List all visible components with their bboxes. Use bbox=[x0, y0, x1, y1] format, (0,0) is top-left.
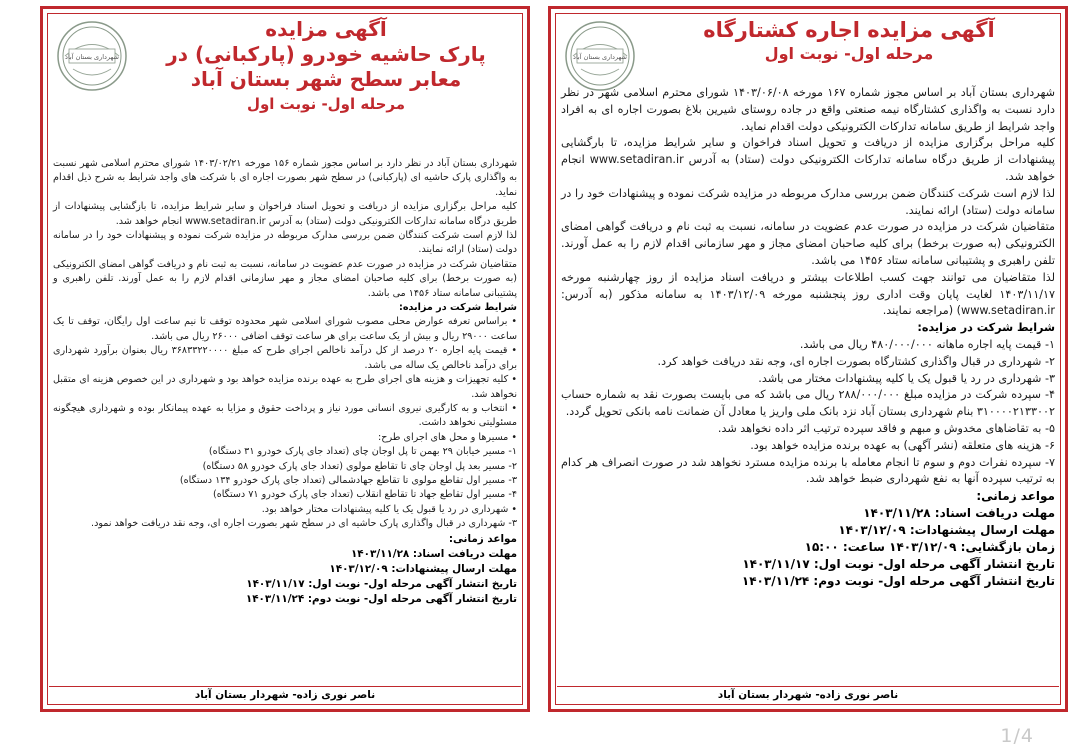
condition-item: • انتخاب و به کارگیری نیروی انسانی مورد نیاز و پرداخت حقوق و مزایا به عهده پیمانکار بوده و شهرداری هیچگونه مسئولیتی نخواهد داشت. bbox=[53, 402, 517, 429]
route-item: ۱- مسیر خیابان ۲۹ بهمن تا پل اوجان چای (تعداد جای پارک خودرو ۳۱ دستگاه) bbox=[208, 446, 517, 458]
condition-item: ۳- شهرداری در قبال واگذاری پارک حاشیه ای در سطح شهر بصورت اجاره ای، وجه نقد دریافت خواهد نمود. bbox=[91, 518, 517, 530]
deadline-item: مهلت ارسال پیشنهادات: ۱۴۰۳/۱۲/۰۹ bbox=[329, 562, 517, 575]
notice-title-line: معابر سطح شهر بستان آباد bbox=[190, 67, 462, 91]
deadline-item: تاریخ انتشار آگهی مرحله اول- نوبت دوم: ۱۴۰۳/۱۱/۲۴ bbox=[741, 574, 1055, 589]
conditions-heading: شرایط شرکت در مزایده: bbox=[398, 302, 517, 314]
notice-title-line: آگهی مزایده bbox=[265, 17, 387, 41]
condition-item: ۵- به تقاضاهای مخدوش و مبهم و فاقد سپرده ترتیب اثر داده نخواهد شد. bbox=[717, 421, 1055, 435]
notice-title-line: پارک حاشیه خودرو (پارکبانی) در bbox=[166, 42, 486, 66]
deadline-item: مهلت ارسال پیشنهادات: ۱۴۰۳/۱۲/۰۹ bbox=[838, 523, 1055, 538]
condition-item: ۷- سپرده نفرات دوم و سوم تا انجام معامله با برنده مزایده مسترد نخواهد شد در صورت انصراف هر کدام به ترتیب سپرده آنها به نفع شهرداری ضبط خواهد شد. bbox=[561, 455, 1055, 486]
deadlines-heading: مواعد زمانی: bbox=[976, 489, 1055, 504]
route-item: ۴- مسیر اول تقاطع جهاد تا تقاطع انقلاب (تعداد جای پارک خودرو ۷۱ دستگاه) bbox=[212, 489, 517, 501]
seal-text: شهرداری بستان آباد bbox=[65, 53, 119, 61]
condition-item: ۴- سپرده شرکت در مزایده مبلغ ۲۸۸/۰۰۰/۰۰۰ ریال می باشد که می بایست بصورت نقد به شماره حساب ۳۱۰۰۰۰۲۱۳۳۰۰۲ بنام شهرداری بستان آباد نزد بانک ملی واریز یا معادل آن ضمانت نامه بانکی تحویل گردد. bbox=[561, 388, 1055, 419]
condition-item: ۲- شهرداری در قبال واگذاری کشتارگاه بصورت اجاره ای، وجه نقد دریافت خواهد کرد. bbox=[657, 354, 1055, 368]
condition-item: ۳- شهرداری در رد یا قبول یک یا کلیه پیشنهادات مختار می باشد. bbox=[758, 371, 1055, 385]
slaughterhouse-lease-notice bbox=[548, 6, 1068, 712]
condition-item: • براساس تعرفه عوارض محلی مصوب شورای اسلامی شهر محدوده توقف تا نیم ساعت اول رایگان، توقف تا یک ساعت ۲۹۰۰۰ ریال و بیش از یک ساعت برای هر ساعت توقف اضافی ۲۶۰۰۰ ریال می باشد. bbox=[53, 316, 517, 342]
page-indicator: 1/4 bbox=[1000, 725, 1034, 747]
route-item: ۲- مسیر بعد پل اوجان چای تا تقاطع مولوی (تعداد جای پارک خودرو ۵۸ دستگاه) bbox=[202, 460, 517, 472]
notice-paragraph: کلیه مراحل برگزاری مزایده از دریافت و تحویل اسناد فراخوان و سایر شرایط مزایده، تا بازگشایی پیشنهادات از طریق درگاه سامانه تدارکات الکترونیکی دولت (ستاد) به آدرس www.setadiran.ir انجام خواهد شد. bbox=[53, 201, 517, 227]
notice-paragraph: شهرداری بستان آباد در نظر دارد بر اساس مجوز شماره ۱۵۶ مورخه ۱۴۰۳/۰۲/۲۱ شورای محترم اسلامی شهر نسبت به واگذاری پارک حاشیه ای (پارکبانی) در سطح شهر بصورت اجاره ای با شرکت های واجد شرایط به شرح ذیل اقدام نماید. bbox=[53, 158, 517, 198]
notice-signature: ناصر نوری زاده- شهردار بستان آباد bbox=[49, 686, 521, 703]
deadline-item: تاریخ انتشار آگهی مرحله اول- نوبت اول: ۱۴۰۳/۱۱/۱۷ bbox=[742, 557, 1055, 572]
notice-paragraph: کلیه مراحل برگزاری مزایده از دریافت و تحویل اسناد فراخوان و سایر شرایط مزایده، تا بارگشایی پیشنهادات از طریق درگاه سامانه تدارکات الکترونیکی دولت (ستاد) به آدرس www.setadiran.ir انجام خواهد شد. bbox=[561, 136, 1055, 183]
notice-header bbox=[133, 17, 519, 116]
notice-signature: ناصر نوری زاده- شهردار بستان آباد bbox=[557, 686, 1059, 703]
deadline-item: زمان بازگشایی: ۱۴۰۳/۱۲/۰۹ ساعت: ۱۵:۰۰ bbox=[804, 540, 1055, 555]
municipality-seal-icon bbox=[563, 19, 637, 93]
condition-item: • کلیه تجهیزات و هزینه های اجرای طرح به عهده برنده مزایده خواهد بود و شهرداری در این خصوص هزینه ای متقبل نخواهد شد. bbox=[53, 374, 517, 400]
notice-paragraph: لذا لازم است شرکت کنندگان ضمن بررسی مدارک مربوطه در مزایده شرکت نموده و پیشنهادات خود را در سامانه دولت (ستاد) ارائه نمایند. bbox=[561, 186, 1055, 217]
deadlines-heading: مواعد زمانی: bbox=[448, 532, 517, 545]
notice-subtitle: مرحله اول- نوبت اول bbox=[764, 44, 934, 63]
notice-title: آگهی مزایده اجاره کشتارگاه bbox=[703, 18, 995, 42]
deadlines-block bbox=[53, 532, 517, 607]
deadlines-block bbox=[561, 488, 1055, 590]
route-item: ۳- مسیر اول تقاطع مولوی تا تقاطع جهادشمالی (تعداد جای پارک خودرو ۱۳۴ دستگاه) bbox=[179, 474, 517, 486]
condition-item: ۶- هزینه های متعلقه (نشر آگهی) به عهده برنده مزایده خواهد بود. bbox=[750, 438, 1055, 452]
municipality-seal-icon bbox=[55, 19, 129, 93]
deadline-item: تاریخ انتشار آگهی مرحله اول- نوبت دوم: ۱۴۰۳/۱۱/۲۴ bbox=[245, 592, 517, 605]
parking-auction-notice bbox=[40, 6, 530, 712]
notice-body bbox=[53, 157, 517, 607]
deadline-item: تاریخ انتشار آگهی مرحله اول- نوبت اول: ۱۴۰۳/۱۱/۱۷ bbox=[246, 577, 517, 590]
notice-paragraph: متقاضیان شرکت در مزایده در صورت عدم عضویت در سامانه، نسبت به ثبت نام و دریافت گواهی امضای الکترونیکی (به صورت برخط) برای کلیه صاحبان امضای مجاز و مهر سازمانی اقدام لازم را به عمل آورند. تلفن راهبری و پشتیبانی سامانه ستاد ۱۴۵۶ می باشد. bbox=[561, 220, 1055, 267]
conditions-heading: شرایط شرکت در مزایده: bbox=[917, 321, 1055, 335]
condition-item: ۱- قیمت پایه اجاره ماهانه ۴۸۰/۰۰۰/۰۰۰ ریال می باشد. bbox=[799, 337, 1055, 351]
seal-text: شهرداری بستان آباد bbox=[573, 53, 627, 61]
deadline-item: مهلت دریافت اسناد: ۱۴۰۳/۱۱/۲۸ bbox=[350, 547, 517, 560]
notice-header bbox=[641, 17, 1057, 65]
notice-paragraph: متقاضیان شرکت در مزایده در صورت عدم عضویت در سامانه، نسبت به ثبت نام و دریافت گواهی امضای الکترونیکی (به صورت برخط) برای کلیه صاحبان امضای مجاز و مهر سازمانی اقدام لازم را به عمل آورند. تلفن راهبری و پشتیبانی سامانه ستاد ۱۴۵۶ می باشد. bbox=[53, 258, 517, 299]
condition-item: • مسیرها و محل های اجرای طرح: bbox=[378, 431, 517, 443]
deadline-item: مهلت دریافت اسناد: ۱۴۰۳/۱۱/۲۸ bbox=[863, 506, 1055, 521]
notice-paragraph: لذا لازم است شرکت کنندگان ضمن بررسی مدارک مربوطه در مزایده شرکت نموده و پیشنهادات خود را در سامانه دولت (ستاد) ارائه نمایند. bbox=[53, 230, 517, 256]
notice-paragraph: لذا متقاضیان می توانند جهت کسب اطلاعات بیشتر و دریافت اسناد مزایده از روز چهارشنبه مورخه ۱۴۰۳/۱۱/۱۷ لغایت پایان وقت اداری روز پنجشنبه مورخه ۱۴۰۳/۱۲/۰۹ به سامانه مذکور (به آدرس: www.setadiran.ir) (مراجعه نمایند. bbox=[561, 270, 1055, 318]
condition-item: • شهرداری در رد یا قبول یک یا کلیه پیشنهادات مختار خواهد بود. bbox=[261, 503, 517, 515]
notice-subtitle: مرحله اول- نوبت اول bbox=[246, 95, 406, 113]
notice-body bbox=[561, 85, 1055, 590]
condition-item: • قیمت پایه اجاره ۲۰ درصد از کل درآمد ناخالص اجرای طرح که مبلغ ۳۶۸۳۳۲۲۰۰۰۰ ریال بعنوان برآورد شهرداری برای درآمد ناخالص یک ساله می باشد. bbox=[53, 345, 517, 371]
notice-paragraph: شهرداری بستان آباد بر اساس مجوز شماره ۱۶۷ مورخه ۱۴۰۳/۰۶/۰۸ شورای محترم اسلامی شهر در نظر دارد نسبت به واگذاری کشتارگاه نیمه صنعتی واقع در جاده روستای شیرین بلاغ بصورت اجاره ای به افراد واجد شرایط از طریق سامانه تدارکات الکترونیکی دولت اقدام نماید. bbox=[561, 86, 1055, 133]
